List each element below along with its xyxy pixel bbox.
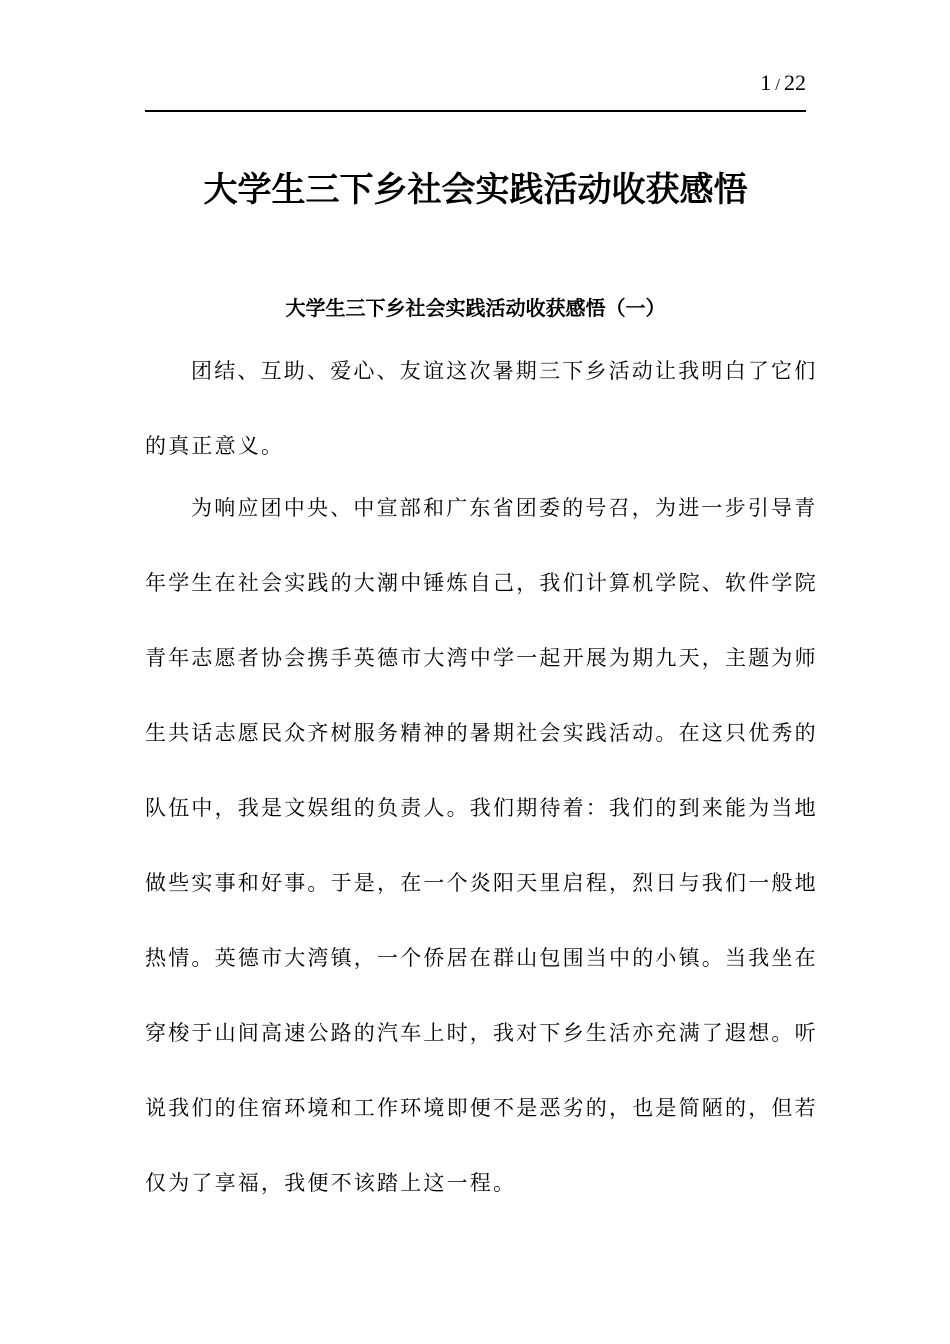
paragraph-line: 说我们的住宿环境和工作环境即便不是恶劣的，也是简陋的，但若 bbox=[145, 1096, 818, 1120]
paragraph-line: 穿梭于山间高速公路的汽车上时，我对下乡生活亦充满了遐想。听 bbox=[145, 1021, 818, 1045]
page-header bbox=[145, 66, 806, 112]
paragraph-line: 年学生在社会实践的大潮中锤炼自己，我们计算机学院、软件学院 bbox=[145, 571, 818, 595]
paragraph-line: 队伍中，我是文娱组的负责人。我们期待着：我们的到来能为当地 bbox=[145, 796, 818, 820]
document-title: 大学生三下乡社会实践活动收获感悟 bbox=[203, 170, 748, 210]
page-current: 1 bbox=[760, 70, 772, 95]
page-number bbox=[760, 70, 806, 98]
paragraph-2 bbox=[145, 493, 818, 1243]
paragraph-line: 团结、互助、爱心、友谊这次暑期三下乡活动让我明白了它们 bbox=[191, 359, 818, 383]
paragraph-line: 仅为了享福，我便不该踏上这一程。 bbox=[145, 1171, 517, 1195]
page-separator: / bbox=[775, 75, 780, 94]
paragraph-line: 青年志愿者协会携手英德市大湾中学一起开展为期九天，主题为师 bbox=[145, 646, 818, 670]
paragraph-line: 生共话志愿民众齐树服务精神的暑期社会实践活动。在这只优秀的 bbox=[145, 721, 818, 745]
paragraph-1 bbox=[145, 356, 818, 506]
paragraph-line: 做些实事和好事。于是，在一个炎阳天里启程，烈日与我们一般地 bbox=[145, 871, 818, 895]
section-title: 大学生三下乡社会实践活动收获感悟（一） bbox=[285, 296, 666, 320]
page-total: 22 bbox=[784, 70, 806, 95]
paragraph-line: 的真正意义。 bbox=[145, 434, 285, 458]
paragraph-line: 热情。英德市大湾镇，一个侨居在群山包围当中的小镇。当我坐在 bbox=[145, 946, 818, 970]
paragraph-line: 为响应团中央、中宣部和广东省团委的号召，为进一步引导青 bbox=[191, 496, 818, 520]
header-divider bbox=[145, 110, 806, 112]
